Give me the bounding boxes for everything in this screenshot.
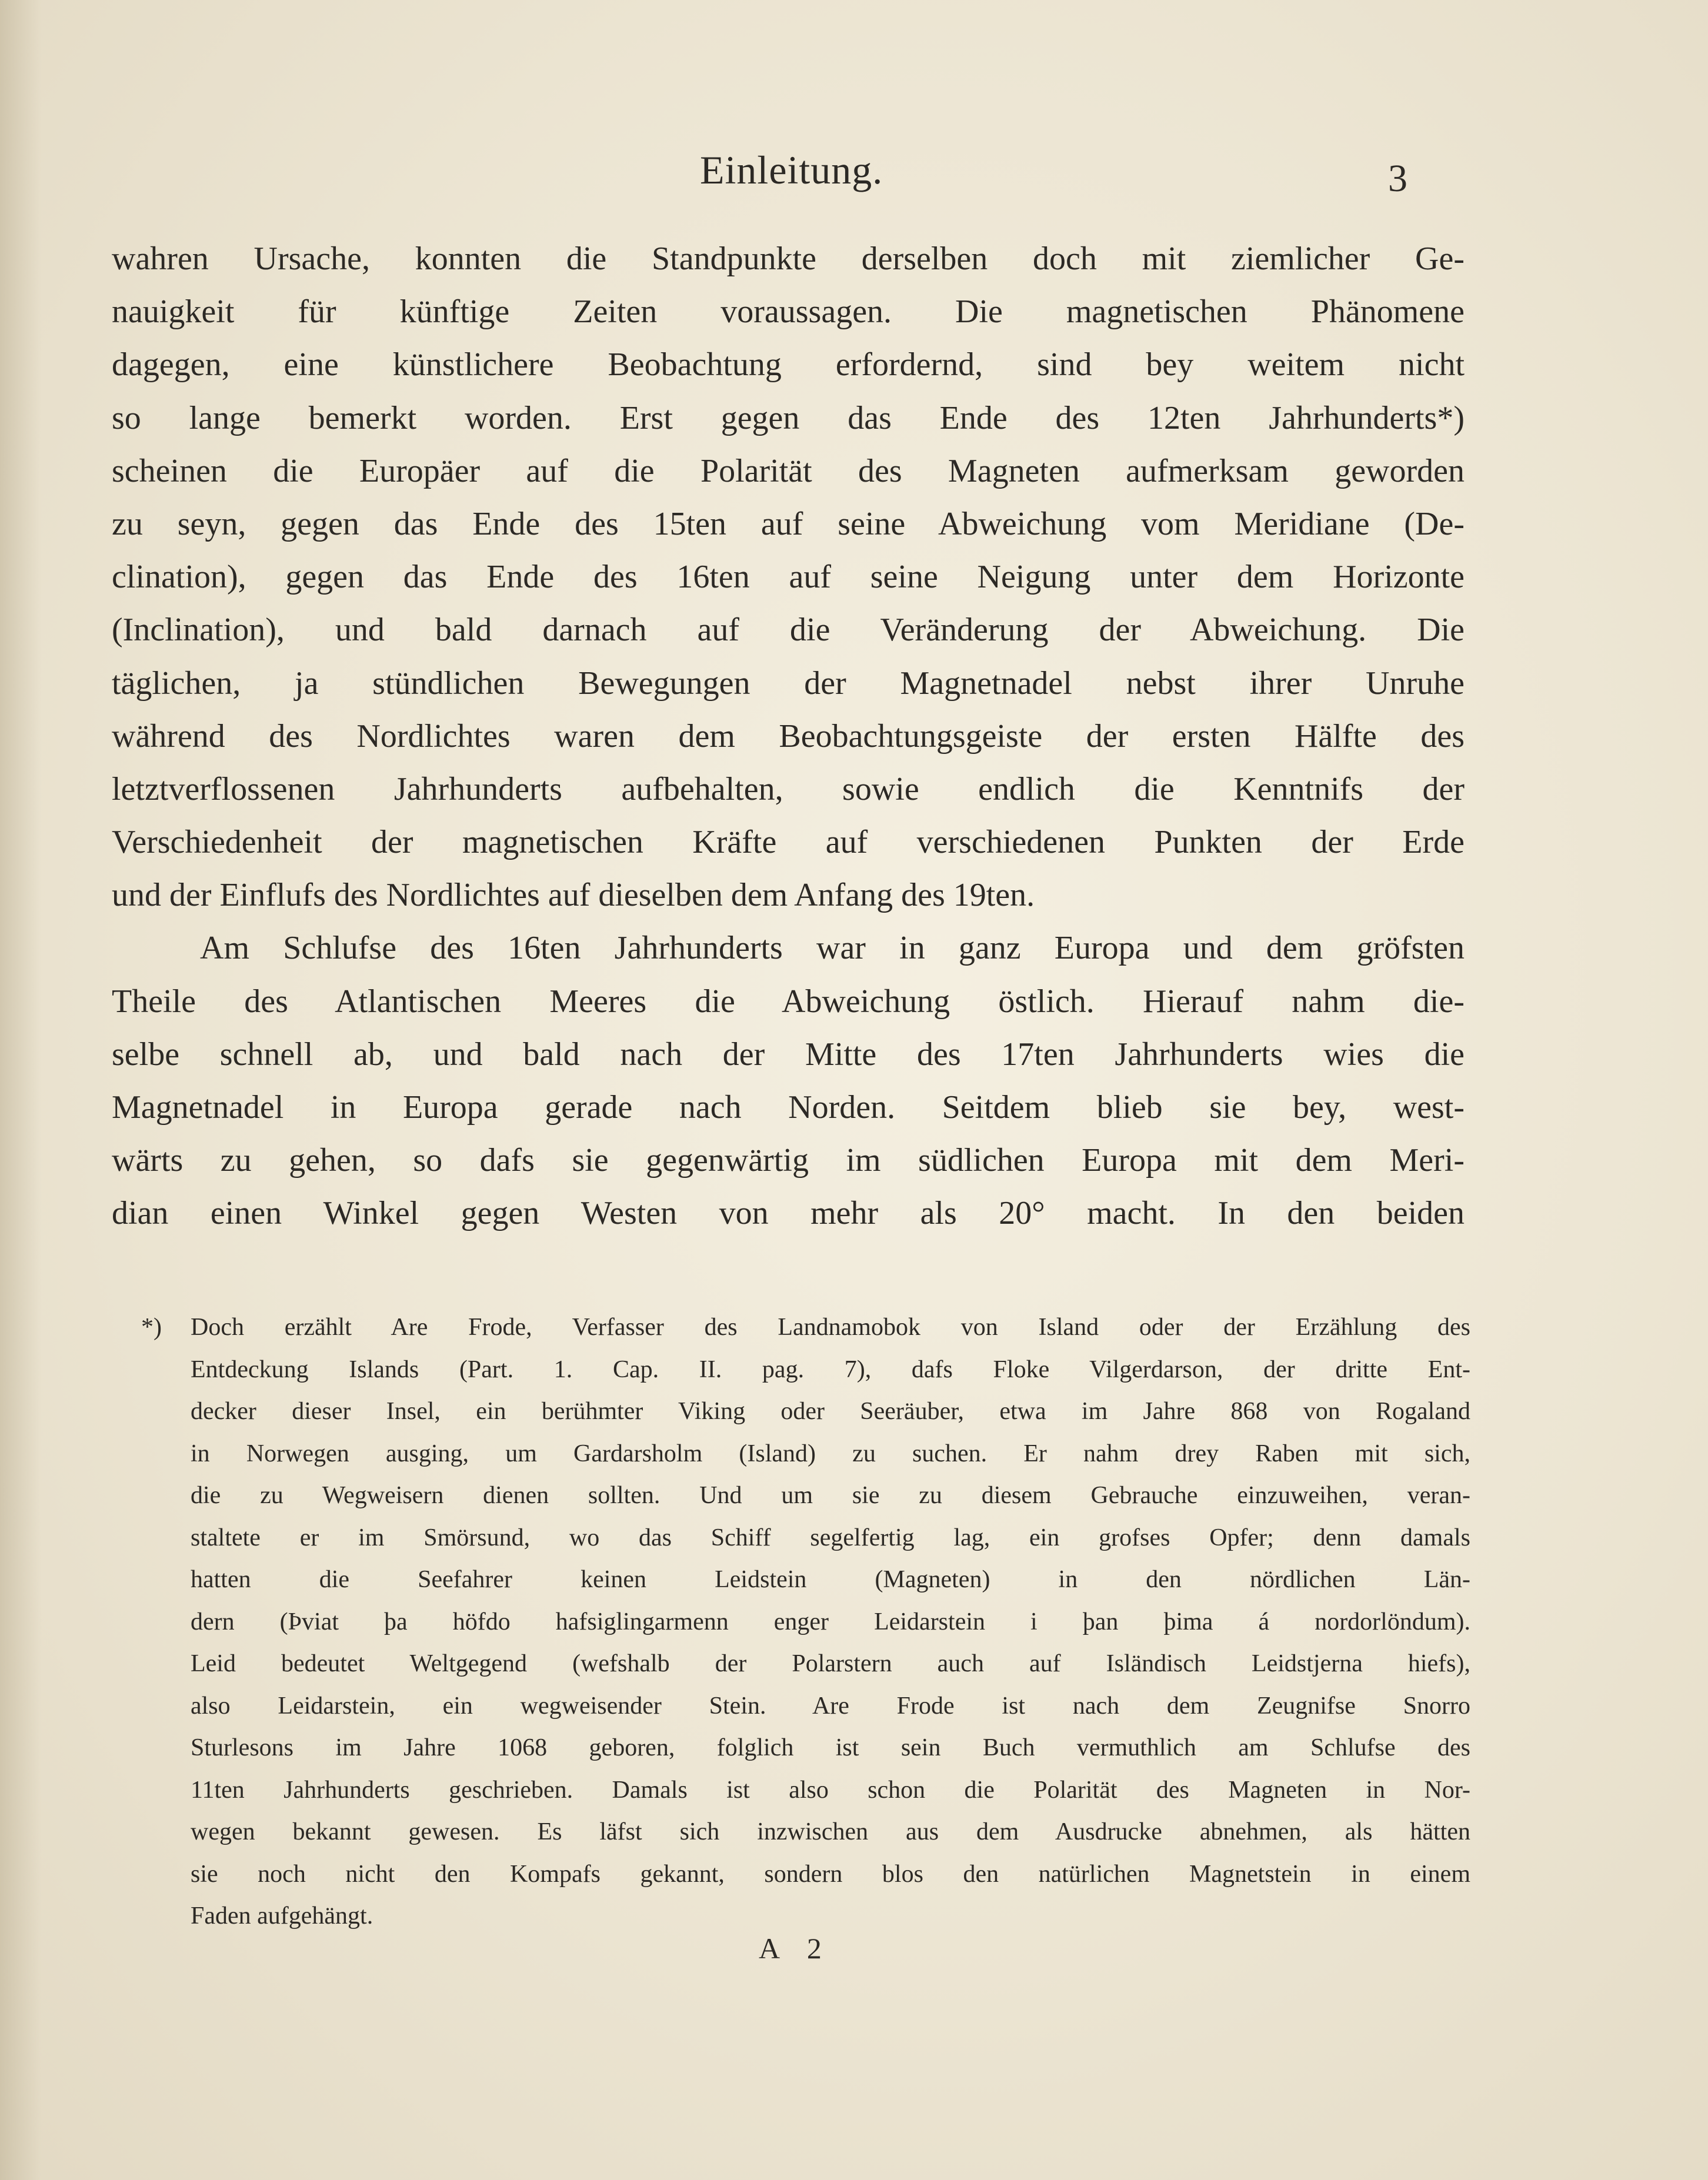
text-line: scheinen die Europäer auf die Polarität des Magneten aufmerksam geworden <box>112 452 1465 489</box>
page-number: 3 <box>1388 157 1407 200</box>
text-line: Magnetnadel in Europa gerade nach Norden. Seitdem blieb sie bey, west- <box>112 1089 1465 1126</box>
footnote-line: wegen bekannt gewesen. Es läfst sich inzwischen aus dem Ausdrucke abnehmen, als hätten <box>191 1818 1470 1845</box>
text-line: Theile des Atlantischen Meeres die Abweichung östlich. Hierauf nahm die- <box>112 983 1465 1020</box>
footnote <box>141 1307 1470 1938</box>
footnote-line: staltete er im Smörsund, wo das Schiff segelfertig lag, ein grofses Opfer; denn damals <box>191 1524 1470 1551</box>
text-line: während des Nordlichtes waren dem Beobachtungsgeiste der ersten Hälfte des <box>112 717 1465 755</box>
text-line: dagegen, eine künstlichere Beobachtung erfordernd, sind bey weitem nicht <box>112 346 1465 383</box>
text-line: und der Einflufs des Nordlichtes auf dieselben dem Anfang des 19ten. <box>112 877 1035 914</box>
footnote-line: 11ten Jahrhunderts geschrieben. Damals ist also schon die Polarität des Magneten in Nor- <box>191 1776 1470 1804</box>
footnote-line: in Norwegen ausging, um Gardarsholm (Island) zu suchen. Er nahm drey Raben mit sich, <box>191 1440 1470 1467</box>
main-text <box>112 232 1465 1240</box>
footnote-line <box>141 1307 1470 1349</box>
text-line: zu seyn, gegen das Ende des 15ten auf seine Abweichung vom Meridiane (De- <box>112 505 1465 542</box>
text-line: letztverflossenen Jahrhunderts aufbehalten, sowie endlich die Kenntnifs der <box>112 770 1465 807</box>
text-line: dian einen Winkel gegen Westen von mehr als 20° macht. In den beiden <box>112 1195 1465 1232</box>
footnote-line: sie noch nicht den Kompafs gekannt, sondern blos den natürlichen Magnetstein in einem <box>191 1860 1470 1888</box>
running-head: Einleitung. <box>700 148 883 192</box>
page-header <box>112 147 1465 200</box>
text-line: (Inclination), und bald darnach auf die Veränderung der Abweichung. Die <box>112 612 1465 649</box>
footnote-line: Entdeckung Islands (Part. 1. Cap. II. pag. 7), dafs Floke Vilgerdarson, der dritte Ent- <box>191 1356 1470 1383</box>
footnote-line: Leid bedeutet Weltgegend (wefshalb der Polarstern auch auf Isländisch Leidstjerna hiefs), <box>191 1650 1470 1677</box>
text-line: so lange bemerkt worden. Erst gegen das Ende des 12ten Jahrhunderts*) <box>112 399 1465 436</box>
footnote-line-text: Doch erzählt Are Frode, Verfasser des Landnamobok von Island oder der Erzählung des <box>191 1314 1470 1341</box>
footnote-line: decker dieser Insel, ein berühmter Viking oder Seeräuber, etwa im Jahre 868 von Rogaland <box>191 1398 1470 1425</box>
footnote-line: hatten die Seefahrer keinen Leidstein (Magneten) in den nördlichen Län- <box>191 1566 1470 1593</box>
text-line: wärts zu gehen, so dafs sie gegenwärtig im südlichen Europa mit dem Meri- <box>112 1142 1465 1179</box>
text-line: Am Schlufse des 16ten Jahrhunderts war in ganz Europa und dem gröfsten <box>200 930 1465 967</box>
text-line: wahren Ursache, konnten die Standpunkte derselben doch mit ziemlicher Ge- <box>112 241 1465 277</box>
footnote-line: die zu Wegweisern dienen sollten. Und um sie zu diesem Gebrauche einzuweihen, veran- <box>191 1482 1470 1509</box>
text-line: clination), gegen das Ende des 16ten auf seine Neigung unter dem Horizonte <box>112 559 1465 596</box>
footnote-line: Sturlesons im Jahre 1068 geboren, folglich ist sein Buch vermuthlich am Schlufse des <box>191 1734 1470 1761</box>
signature-mark: A 2 <box>759 1932 832 1965</box>
footnote-line: Faden aufgehängt. <box>191 1902 373 1929</box>
page-edge-shadow <box>0 0 41 2180</box>
text-line: täglichen, ja stündlichen Bewegungen der Magnetnadel nebst ihrer Unruhe <box>112 665 1465 702</box>
text-line: selbe schnell ab, und bald nach der Mitte des 17ten Jahrhunderts wies die <box>112 1036 1465 1073</box>
text-line: nauigkeit für künftige Zeiten voraussagen. Die magnetischen Phänomene <box>112 293 1465 330</box>
footnote-marker: *) <box>141 1314 162 1341</box>
footnote-line: also Leidarstein, ein wegweisender Stein. Are Frode ist nach dem Zeugnifse Snorro <box>191 1692 1470 1720</box>
footnote-line: dern (Þviat þa höfdo hafsiglingarmenn enger Leidarstein i þan þima á nordorlöndum). <box>191 1608 1470 1635</box>
text-line: Verschiedenheit der magnetischen Kräfte auf verschiedenen Punkten der Erde <box>112 824 1465 861</box>
